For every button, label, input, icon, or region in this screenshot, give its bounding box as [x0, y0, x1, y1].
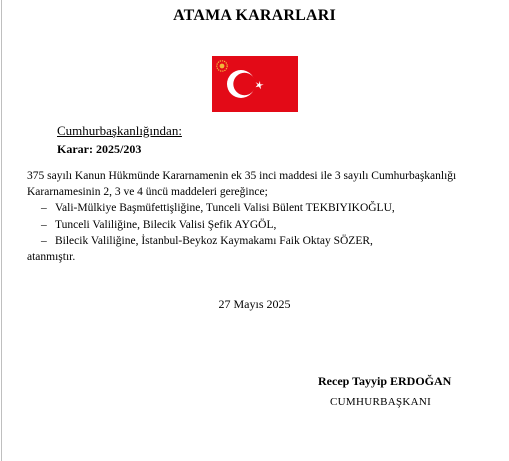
appointment-text: Bilecik Valiliğine, İstanbul-Beykoz Kaymakamı Faik Oktay SÖZER,: [55, 234, 373, 247]
turkish-flag-icon: [212, 56, 298, 112]
appointment-item: [27, 200, 497, 216]
closing-text: atanmıştır.: [27, 251, 76, 264]
signer-name: Recep Tayyip ERDOĞAN: [318, 374, 452, 388]
issuer-heading: Cumhurbaşkanlığından:: [57, 123, 182, 138]
decree-body: [27, 168, 497, 265]
decree-date: 27 Mayıs 2025: [218, 297, 291, 311]
appointment-item: [27, 233, 497, 249]
dash-bullet: –: [41, 234, 47, 247]
signer-title: CUMHURBAŞKANI: [330, 396, 432, 408]
appointment-list: [27, 200, 497, 249]
intro-line-2: Kararnamesinin 2, 3 ve 4 üncü maddeleri gereğince;: [27, 186, 268, 199]
appointment-text: Tunceli Valiliğine, Bilecik Valisi Şefik AYGÖL,: [55, 218, 277, 231]
decision-number: Karar: 2025/203: [57, 142, 142, 156]
dash-bullet: –: [41, 202, 47, 215]
appointment-text: Vali-Mülkiye Başmüfettişliğine, Tunceli Valisi Bülent TEKBIYIKOĞLU,: [55, 202, 395, 215]
page-title: ATAMA KARARLARI: [173, 7, 336, 24]
intro-line-1: 375 sayılı Kanun Hükmünde Kararnamenin ek 35 inci maddesi ile 3 sayılı Cumhurbaşkanlığı: [27, 170, 457, 182]
page-edge: [1, 0, 2, 461]
dash-bullet: –: [41, 218, 47, 231]
appointment-item: [27, 217, 497, 233]
